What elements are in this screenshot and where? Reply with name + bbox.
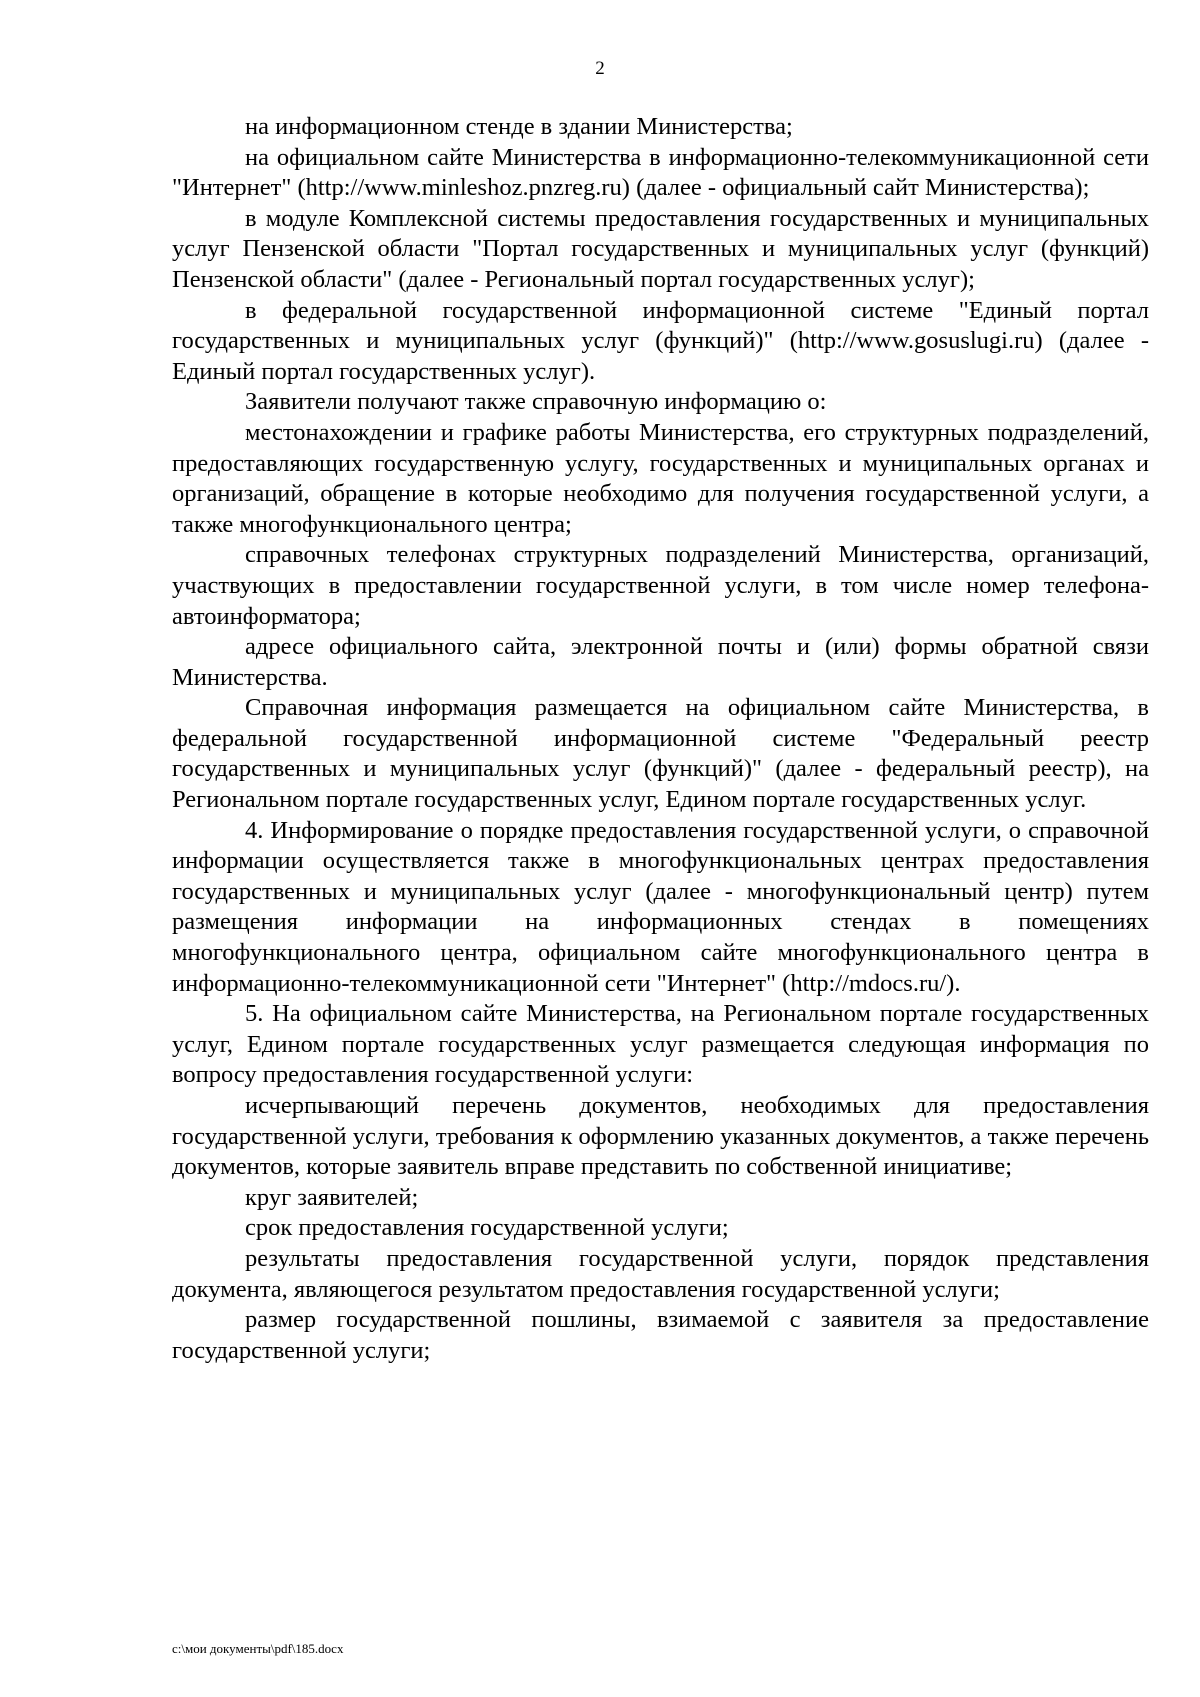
- paragraph: Справочная информация размещается на официальном сайте Министерства, в федеральной государственной информационной системе "Федеральный реестр государственных и муниципальных услуг (функций)" (далее - федеральный реестр), на Региональном портале государственных услуг, Едином портале государственных услуг.: [172, 694, 1149, 814]
- paragraph: результаты предоставления государственной услуги, порядок представления документа, являющегося результатом предоставления государственной услуги;: [172, 1244, 1149, 1303]
- paragraph: справочных телефонах структурных подразделений Министерства, организаций, участвующих в предоставлении государственной услуги, в том числе номер телефона-автоинформатора;: [172, 541, 1149, 630]
- paragraph: в модуле Комплексной системы предоставления государственных и муниципальных услуг Пензенской области "Портал государственных и муниципальных услуг (функций) Пензенской области" (далее - Региональный портал государственных услуг);: [172, 204, 1149, 293]
- paragraph: 4. Информирование о порядке предоставления государственной услуги, о справочной информации осуществляется также в многофункциональных центрах предоставления государственных и муниципальных услуг (далее - многофункциональный центр) путем размещения информации на информационных стендах в помещениях многофункционального центра, официальном сайте многофункционального центра в информационно-телекоммуникационной сети "Интернет" (http://mdocs.ru/).: [172, 816, 1149, 997]
- paragraph: 5. На официальном сайте Министерства, на Региональном портале государственных услуг, Едином портале государственных услуг размещается следующая информация по вопросу предоставления государственной услуги:: [172, 1000, 1149, 1089]
- paragraph: исчерпывающий перечень документов, необходимых для предоставления государственной услуги, требования к оформлению указанных документов, а также перечень документов, которые заявитель вправе представить по собственной инициативе;: [172, 1092, 1149, 1181]
- footer-file-path: c:\мои документы\pdf\185.docx: [172, 1641, 344, 1656]
- paragraph: Заявители получают также справочную информацию о:: [245, 388, 827, 416]
- paragraph: адресе официального сайта, электронной почты и (или) формы обратной связи Министерства.: [172, 633, 1149, 691]
- paragraph: срок предоставления государственной услуги;: [245, 1214, 729, 1242]
- paragraph: в федеральной государственной информационной системе "Единый портал государственных и муниципальных услуг (функций)" (http://www.gosuslugi.ru) (далее - Единый портал государственных услуг).: [172, 296, 1149, 385]
- paragraph: круг заявителей;: [245, 1183, 419, 1211]
- paragraph: размер государственной пошлины, взимаемой с заявителя за предоставление государственной услуги;: [172, 1306, 1149, 1364]
- paragraph: на официальном сайте Министерства в информационно-телекоммуникационной сети "Интернет" (http://www.minleshoz.pnzreg.ru) (далее - официальный сайт Министерства);: [172, 143, 1149, 202]
- page-number: 2: [595, 58, 605, 79]
- document-body: [172, 112, 1149, 1366]
- paragraph: на информационном стенде в здании Министерства;: [245, 113, 793, 140]
- paragraph: местонахождении и графике работы Министерства, его структурных подразделений, предоставляющих государственную услугу, государственных и муниципальных органах и организаций, обращение в которые необходимо для получения государственной услуги, а также многофункционального центра;: [172, 418, 1149, 538]
